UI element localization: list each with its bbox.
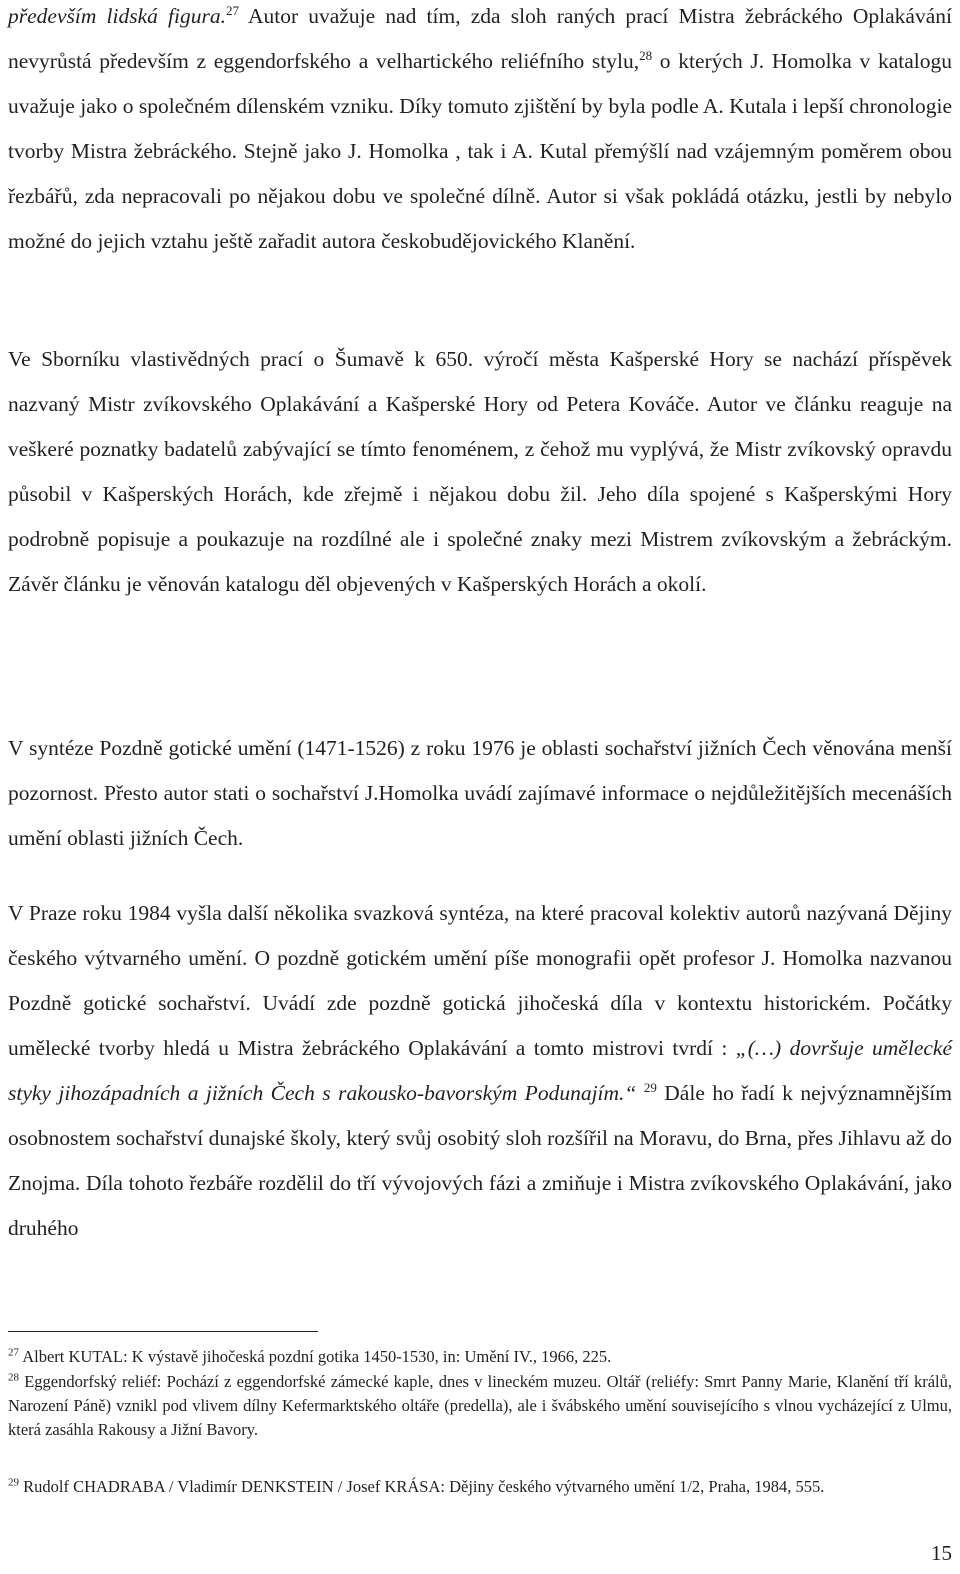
paragraph-4-text-b: Dále ho řadí k nejvýznamnějším osobnostem sochařství dunajské školy, který svůj osobitý sloh rozšířil na Moravu, do Brna, přes Jihlavu až do Znojma. Díla tohoto řezbáře rozdělil do tří vývojových fázi a zmiňuje i Mistra zvíkovského Oplakávání, jako druhého — [8, 1081, 952, 1240]
footnote-28 — [8, 1370, 952, 1442]
paragraph-2: Ve Sborníku vlastivědných prací o Šumavě k 650. výročí města Kašperské Hory se nachází příspěvek nazvaný Mistr zvíkovského Oplakávání a Kašperské Hory od Petera Kováče. Autor ve článku reaguje na veškeré poznatky badatelů zabývající se tímto fenoménem, z čehož mu vyplývá, že Mistr zvíkovský opravdu působil v Kašperských Horách, kde zřejmě i nějakou dobu žil. Jeho díla spojené s Kašperskými Hory podrobně popisuje a poukazuje na rozdílné ale i společné znaky mezi Mistrem zvíkovským a žebráckým. Závěr článku je věnován katalogu děl objevených v Kašperských Horách a okolí. — [8, 347, 952, 596]
footnote-number: 28 — [8, 1371, 19, 1384]
footnote-separator — [8, 1331, 318, 1332]
paragraph-1-text-b: o kterých J. Homolka v katalogu uvažuje jako o společném dílenském vzniku. Díky tomuto zjištění by byla podle A. Kutala i lepší chronologie tvorby Mistra žebráckého. Stejně jako J. Homolka , tak i A. Kutal přemýšlí nad vzájemným poměrem obou řezbářů, zda nepracovali po nějakou dobu ve společné dílně. Autor si však pokládá otázku, jestli by nebylo možné do jejich vztahu ještě zařadit autora českobudějovického Klanění. — [8, 49, 953, 253]
footnote-text: Rudolf CHADRABA / Vladimír DENKSTEIN / Josef KRÁSA: Dějiny českého výtvarného umění 1/2, Praha, 1984, 555. — [19, 1477, 825, 1496]
footnote-text: Eggendorfský reliéf: Pochází z eggendorfské zámecké kaple, dnes v lineckém muzeu. Oltář (reliéfy: Smrt Panny Marie, Klanění tří králů, Narození Páně) vznikl pod vlivem dílny Kefermarktského oltáře (predella), ale i švábského umění souvisejícího s vlnou vycházející z Ulmu, která zasáhla Rakousy a Jižní Bavory. — [8, 1372, 952, 1439]
footnote-number: 27 — [8, 1346, 19, 1359]
footnote-27 — [8, 1345, 952, 1369]
footnote-29 — [8, 1475, 952, 1499]
footnote-ref-29: 29 — [643, 1079, 657, 1095]
paragraph-1-text-a: Autor uvažuje nad tím, zda sloh raných prací Mistra žebráckého Oplakávání nevyrůstá především z eggendorfského a velhartického reliéfního stylu, — [8, 4, 952, 73]
paragraph-4-text-a: V Praze roku 1984 vyšla další několika svazková syntéza, na které pracoval kolektiv autorů nazývaná Dějiny českého výtvarného umění. O pozdně gotickém umění píše monografii opět profesor J. Homolka nazvanou Pozdně gotické sochařství. Uvádí zde pozdně gotická jihočeská díla v kontextu historickém. Počátky umělecké tvorby hledá u Mistra žebráckého Oplakávání a tomto mistrovi tvrdí : — [8, 901, 952, 1060]
footnote-text: Albert KUTAL: K výstavě jihočeská pozdní gotika 1450-1530, in: Umění IV., 1966, 225. — [19, 1347, 612, 1366]
paragraph-1-italic-start: především lidská figura. — [8, 4, 226, 28]
footnote-number: 29 — [8, 1476, 19, 1489]
footnote-ref-28: 28 — [639, 47, 653, 63]
page-number: 15 — [931, 1541, 952, 1565]
paragraph-4-quote: „(…) dovršuje umělecké styky jihozápadních a jižních Čech s rakousko-bavorským Podunajím.“ — [8, 1036, 952, 1105]
paragraph-4 — [8, 891, 952, 1251]
paragraph-1 — [8, 0, 952, 264]
paragraph-3: V syntéze Pozdně gotické umění (1471-1526) z roku 1976 je oblasti sochařství jižních Čech věnována menší pozornost. Přesto autor stati o sochařství J.Homolka uvádí zajímavé informace o nejdůležitějších mecenáších umění oblasti jižních Čech. — [8, 736, 952, 850]
footnote-ref-27: 27 — [226, 2, 239, 18]
